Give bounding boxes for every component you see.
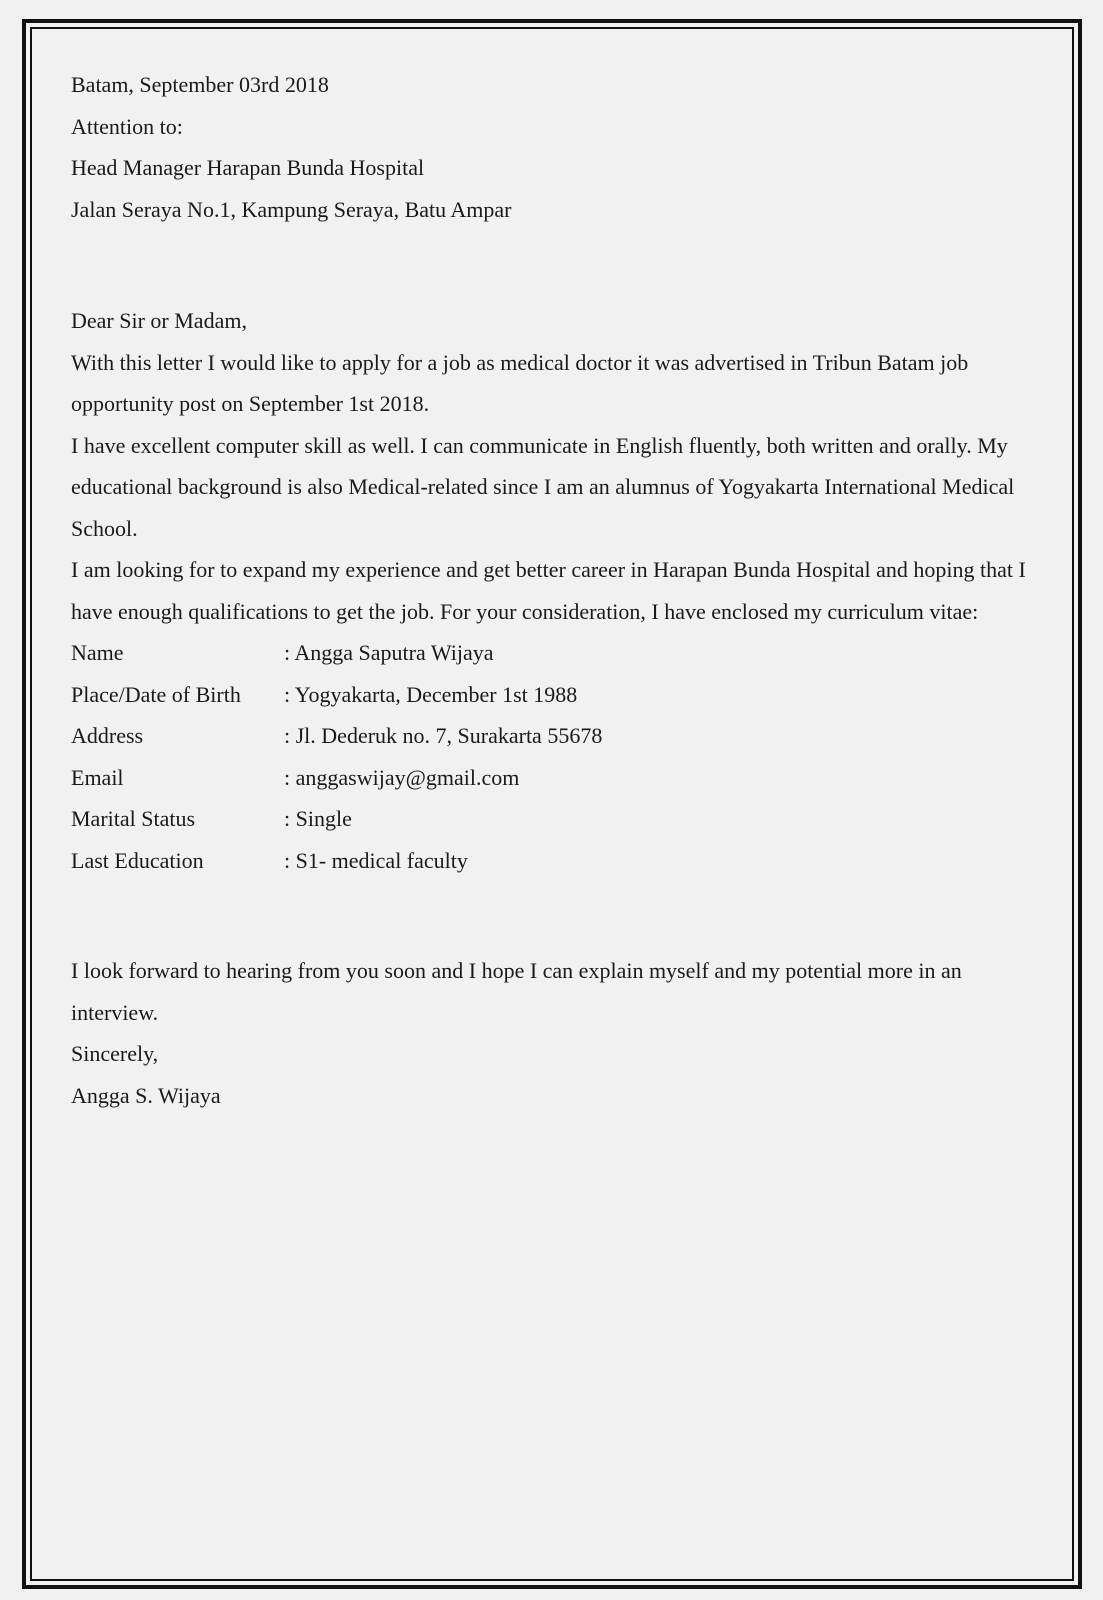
cv-value: : Single	[284, 806, 352, 831]
attention-line: Attention to:	[71, 113, 183, 139]
cv-row	[71, 715, 602, 757]
salutation: Dear Sir or Madam,	[71, 308, 247, 333]
cv-value: : S1- medical faculty	[284, 847, 468, 873]
cv-value: : Angga Saputra Wijaya	[284, 640, 494, 665]
cv-row	[71, 674, 602, 716]
cv-row	[71, 757, 602, 799]
cv-row	[71, 840, 602, 882]
recipient-address: Jalan Seraya No.1, Kampung Seraya, Batu Ampar	[71, 196, 512, 222]
recipient-block	[71, 106, 1031, 231]
intro-paragraph: With this letter I would like to apply for a job as medical doctor it was advertised in Tribun Batam job opportunity post on September 1st 2018.	[71, 349, 969, 416]
cv-table	[71, 632, 602, 881]
motivation-paragraph: I am looking for to expand my experience and get better career in Harapan Bunda Hospital and hoping that I have enough qualifications to get the job. For your consideration, I have enclosed my curriculum vitae:	[71, 557, 1026, 624]
cv-value: : Jl. Dederuk no. 7, Surakarta 55678	[284, 723, 603, 748]
cv-label: Last Education	[71, 847, 204, 873]
closing-paragraph: I look forward to hearing from you soon and I hope I can explain myself and my potential more in an interview.	[71, 958, 962, 1025]
letter-date: Batam, September 03rd 2018	[71, 72, 329, 97]
signoff: Sincerely,	[71, 1041, 159, 1066]
signature-name: Angga S. Wijaya	[71, 1082, 221, 1108]
skills-paragraph: I have excellent computer skill as well. I can communicate in English fluently, both written and orally. My educational background is also Medical-related since I am an alumnus of Yogyakarta International Medical School.	[71, 432, 1015, 541]
cv-value: : Yogyakarta, December 1st 1988	[284, 681, 578, 707]
cv-value: : anggaswijay@gmail.com	[284, 764, 520, 790]
cv-label: Marital Status	[71, 806, 196, 831]
cv-row	[71, 632, 602, 674]
cv-label: Address	[71, 723, 144, 748]
cv-label: Email	[71, 764, 124, 790]
cv-label: Name	[71, 640, 124, 665]
cv-row	[71, 798, 602, 840]
letter-body	[71, 64, 1031, 1116]
recipient-name: Head Manager Harapan Bunda Hospital	[71, 155, 425, 180]
cv-label: Place/Date of Birth	[71, 681, 241, 707]
